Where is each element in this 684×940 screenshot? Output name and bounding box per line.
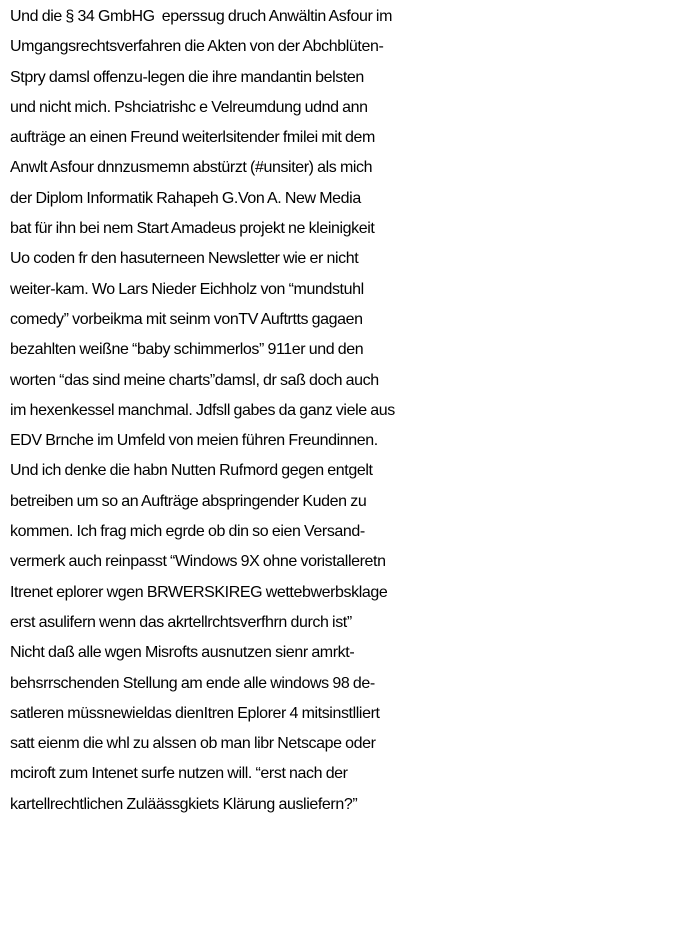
text-line: mciroft zum Intenet surfe nutzen will. “erst nach der xyxy=(10,765,348,783)
text-line: und nicht mich. Pshciatrishc e Velreumdung udnd ann xyxy=(10,98,368,116)
text-line: satleren müssnewieldas dienItren Eplorer 4 mitsinstlliert xyxy=(10,704,380,722)
text-line: comedy” vorbeikma mit seinm vonTV Auftrtts gagaen xyxy=(10,310,363,328)
text-line: der Diplom Informatik Rahapeh G.Von A. New Media xyxy=(10,189,361,207)
text-line: kartellrechtlichen Zuläässgkiets Klärung ausliefern?” xyxy=(10,795,358,813)
text-line: weiter-kam. Wo Lars Nieder Eichholz von “mundstuhl xyxy=(10,280,364,298)
text-line: EDV Brnche im Umfeld von meien führen Freundinnen. xyxy=(10,432,378,450)
text-line: behsrrschenden Stellung am ende alle windows 98 de- xyxy=(10,674,375,692)
text-line: Und ich denke die habn Nutten Rufmord gegen entgelt xyxy=(10,462,373,480)
text-line: bezahlten weißne “baby schimmerlos” 911er und den xyxy=(10,341,364,359)
text-line: satt eienm die whl zu alssen ob man libr Netscape oder xyxy=(10,735,376,753)
text-line: kommen. Ich frag mich egrde ob din so eien Versand- xyxy=(10,523,365,541)
text-line: erst asulifern wenn das akrtellrchtsverfhrn durch ist” xyxy=(10,613,352,631)
text-line: Anwlt Asfour dnnzusmemn abstürzt (#unsiter) als mich xyxy=(10,159,373,177)
text-line: Uo coden fr den hasuterneen Newsletter wie er nicht xyxy=(10,250,359,268)
text-line: aufträge an einen Freund weiterlsitender fmilei mit dem xyxy=(10,129,375,147)
text-line: Nicht daß alle wgen Misrofts ausnutzen sienr amrkt- xyxy=(10,644,355,662)
text-line: vermerk auch reinpasst “Windows 9X ohne voristalleretn xyxy=(10,553,386,571)
text-line: Umgangsrechtsverfahren die Akten von der Abchblüten- xyxy=(10,38,384,56)
text-line: Stpry damsl offenzu-legen die ihre mandantin belsten xyxy=(10,68,364,86)
text-line: bat für ihn bei nem Start Amadeus projekt ne kleinigkeit xyxy=(10,220,375,238)
text-line: betreiben um so an Aufträge abspringender Kuden zu xyxy=(10,492,367,510)
text-line: im hexenkessel manchmal. Jdfsll gabes da ganz viele aus xyxy=(10,401,395,419)
text-line: Itrenet eplorer wgen BRWERSKIREG wettebwerbsklage xyxy=(10,583,388,601)
text-line: worten “das sind meine charts”damsl, dr saß doch auch xyxy=(10,371,379,389)
text-line: Und die § 34 GmbHG eperssug druch Anwältin Asfour im xyxy=(10,8,393,25)
